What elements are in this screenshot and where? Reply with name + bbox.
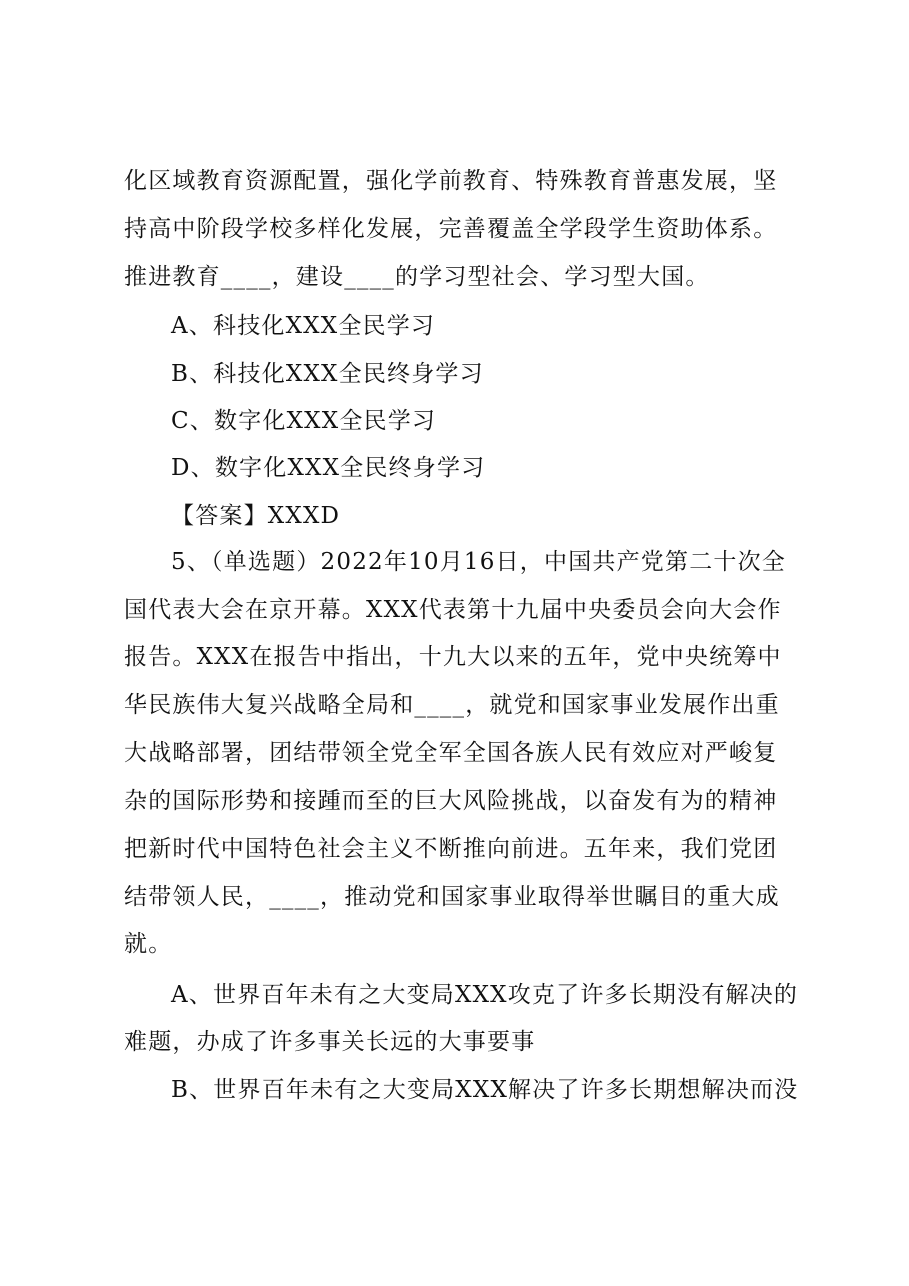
question-5-line-4: 华民族伟大复兴战略全局和____，就党和国家事业发展作出重	[124, 692, 780, 718]
paragraph-line-2: 持高中阶段学校多样化发展，完善覆盖全学段学生资助体系。	[124, 216, 778, 242]
question-5-line-5: 大战略部署，团结带领全党全军全国各族人民有效应对严峻复	[124, 740, 778, 766]
option-b: B、科技化XXX全民终身学习	[171, 361, 484, 387]
question-5-line-6: 杂的国际形势和接踵而至的巨大风险挑战，以奋发有为的精神	[124, 788, 778, 814]
option-d: D、数字化XXX全民终身学习	[171, 455, 486, 481]
question-5-line-2: 国代表大会在京开幕。XXX代表第十九届中央委员会向大会作	[124, 597, 782, 623]
q5-option-a-line-1: A、世界百年未有之大变局XXX攻克了许多长期没有解决的	[171, 982, 799, 1008]
q5-option-a-line-2: 难题，办成了许多事关长远的大事要事	[124, 1029, 536, 1055]
question-5-line-1: 5、（单选题）2022年10月16日，中国共产党第二十次全	[171, 549, 786, 575]
question-5-line-9: 就。	[124, 931, 173, 957]
paragraph-line-1: 化区域教育资源配置，强化学前教育、特殊教育普惠发展，坚	[124, 168, 778, 194]
question-5-line-3: 报告。XXX在报告中指出，十九大以来的五年，党中央统筹中	[124, 644, 782, 670]
option-a: A、科技化XXX全民学习	[171, 313, 436, 339]
question-5-line-8: 结带领人民，____，推动党和国家事业取得举世瞩目的重大成	[124, 884, 780, 910]
question-5-line-7: 把新时代中国特色社会主义不断推向前进。五年来，我们党团	[124, 836, 778, 862]
answer-line: 【答案】XXXD	[171, 503, 341, 529]
option-c: C、数字化XXX全民学习	[171, 408, 437, 434]
paragraph-line-3: 推进教育____，建设____的学习型社会、学习型大国。	[124, 264, 710, 290]
q5-option-b-line-1: B、世界百年未有之大变局XXX解决了许多长期想解决而没	[171, 1077, 799, 1103]
